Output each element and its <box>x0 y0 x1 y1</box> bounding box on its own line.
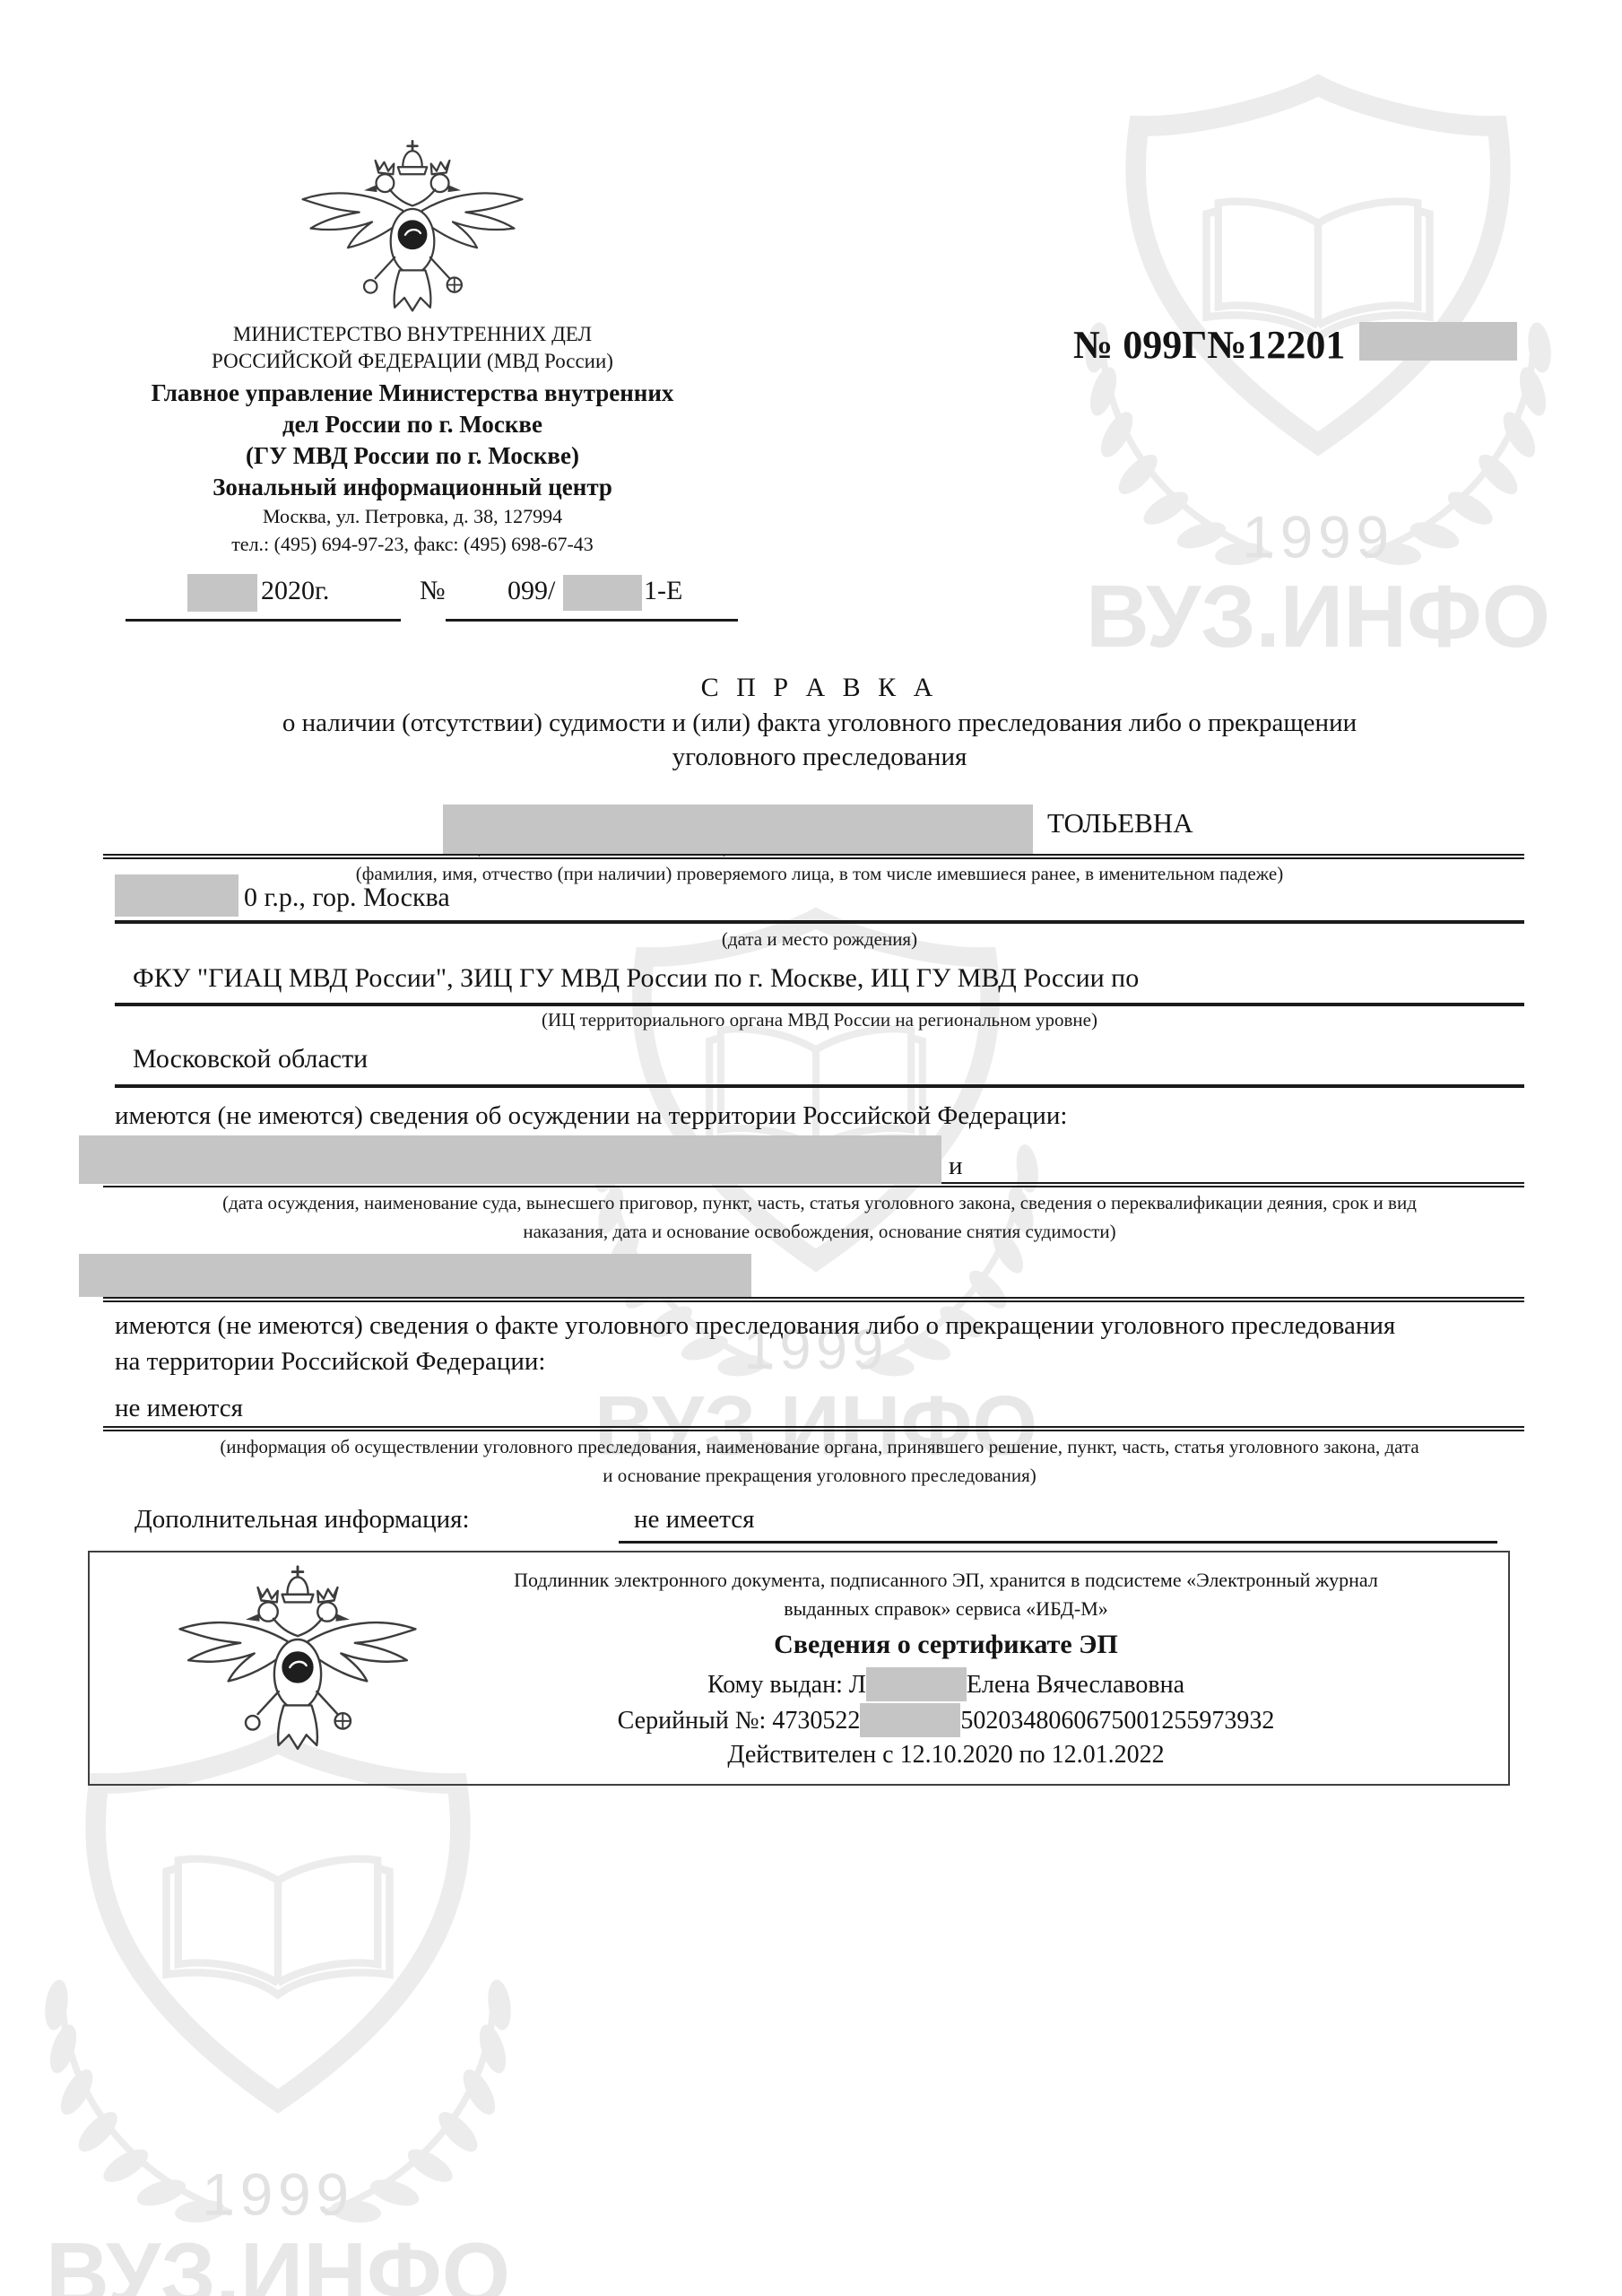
letterhead-line-1: МИНИСТЕРСТВО ВНУТРЕННИХ ДЕЛ <box>232 323 593 345</box>
cert-section-title: Сведения о сертификате ЭП <box>774 1630 1118 1659</box>
person-name-visible: ТОЛЬЕВНА <box>1047 807 1193 839</box>
cert-storage-line-2: выданных справок» сервиса «ИБД-М» <box>784 1597 1108 1620</box>
redaction-box <box>563 575 642 611</box>
cert-validity: Действителен с 12.10.2020 по 12.01.2022 <box>727 1741 1165 1769</box>
name-field-caption: (фамилия, имя, отчество (при наличии) проверяемого лица, в том числе имевшиеся ранее, в именительном падеже) <box>355 863 1284 884</box>
letterhead-line-5: (ГУ МВД России по г. Москве) <box>246 442 579 469</box>
additional-info-label: Дополнительная информация: <box>134 1505 470 1534</box>
prosecution-value: не имеются <box>115 1394 243 1422</box>
cert-storage-line-1: Подлинник электронного документа, подписанного ЭП, хранится в подсистеме «Электронный журнал <box>514 1569 1378 1591</box>
conviction-visible-char: и <box>949 1152 963 1180</box>
mvd-emblem-icon-small <box>168 1561 428 1770</box>
letterhead-line-6: Зональный информационный центр <box>213 474 612 500</box>
redaction-box <box>866 1667 967 1701</box>
conviction-caption-2: наказания, дата и основание освобождения, основание снятия судимости) <box>523 1221 1116 1242</box>
redaction-box <box>115 874 239 917</box>
redaction-box <box>79 1254 751 1297</box>
number-underline <box>446 619 738 622</box>
doc-number: № 099Г№12201 <box>1073 323 1346 367</box>
redaction-box <box>860 1703 960 1737</box>
field-underline <box>619 1541 1497 1544</box>
authority-caption: (ИЦ территориального органа МВД России на региональном уровне) <box>542 1009 1097 1031</box>
date-year: 2020г. <box>261 576 330 605</box>
field-underline <box>103 1426 1524 1431</box>
additional-info-value: не имеется <box>634 1505 755 1534</box>
letterhead-line-2: РОССИЙСКОЙ ФЕДЕРАЦИИ (МВД России) <box>212 350 613 372</box>
number-sign: № <box>420 576 446 605</box>
prosecution-statement-2: на территории Российской Федерации: <box>115 1347 546 1376</box>
field-underline <box>103 1297 1524 1302</box>
redaction-box <box>443 804 1033 854</box>
authority-line-2: Московской области <box>133 1044 369 1074</box>
outgoing-number-prefix: 099/ <box>507 576 556 605</box>
birth-info-visible: 0 г.р., гор. Москва <box>244 883 450 912</box>
cert-issued-value: Елена Вячеславовна <box>966 1671 1185 1699</box>
vuz-info-watermark-bottom-left <box>0 1707 574 2296</box>
date-underline <box>126 619 401 622</box>
cert-issued-line <box>395 1667 1497 1701</box>
outgoing-number-suffix: 1-Е <box>644 576 683 605</box>
field-underline <box>115 920 1524 924</box>
prosecution-caption-1: (информация об осуществлении уголовного преследования, наименование органа, принявшего решение, пункт, часть, статья уголовного закона, дата <box>220 1436 1419 1457</box>
conviction-caption-1: (дата осуждения, наименование суда, вынесшего приговор, пункт, часть, статья уголовного закона, сведения о переквалификации деяния, срок и вид <box>222 1192 1417 1213</box>
cert-issued-label: Кому выдан: Л <box>707 1671 866 1699</box>
mvd-emblem-icon <box>291 136 533 330</box>
document-title: С П Р А В К А <box>700 673 939 702</box>
prosecution-statement-1: имеются (не имеются) сведения о факте уголовного преследования либо о прекращении уголовного преследования <box>115 1311 1396 1340</box>
document-subtitle-2: уголовного преследования <box>672 743 967 771</box>
signature-certificate-box <box>88 1551 1510 1786</box>
field-underline <box>103 854 1524 859</box>
conviction-statement: имеются (не имеются) сведения об осуждении на территории Российской Федерации: <box>115 1101 1068 1130</box>
prosecution-caption-2: и основание прекращения уголовного преследования) <box>603 1465 1037 1486</box>
redaction-box <box>79 1135 941 1184</box>
cert-serial-label: Серийный №: 4730522 <box>617 1707 861 1735</box>
birth-field-caption: (дата и место рождения) <box>721 928 918 950</box>
letterhead-address: Москва, ул. Петровка, д. 38, 127994 <box>262 505 563 527</box>
cert-serial-value: 5020348060675001255973932 <box>960 1707 1275 1735</box>
redaction-box <box>187 574 257 612</box>
field-underline <box>115 1003 1524 1006</box>
letterhead-line-3: Главное управление Министерства внутренних <box>151 379 674 406</box>
redaction-box <box>1359 322 1517 361</box>
letterhead-phone: тел.: (495) 694-97-23, факс: (495) 698-67-43 <box>231 533 594 555</box>
cert-serial-line <box>395 1703 1497 1737</box>
authority-line-1: ФКУ "ГИАЦ МВД России", ЗИЦ ГУ МВД России по г. Москве, ИЦ ГУ МВД России по <box>133 963 1140 993</box>
letterhead-line-4: дел России по г. Москве <box>282 411 542 438</box>
document-subtitle-1: о наличии (отсутствии) судимости и (или) факта уголовного преследования либо о прекращении <box>282 709 1357 737</box>
field-underline <box>115 1084 1524 1088</box>
